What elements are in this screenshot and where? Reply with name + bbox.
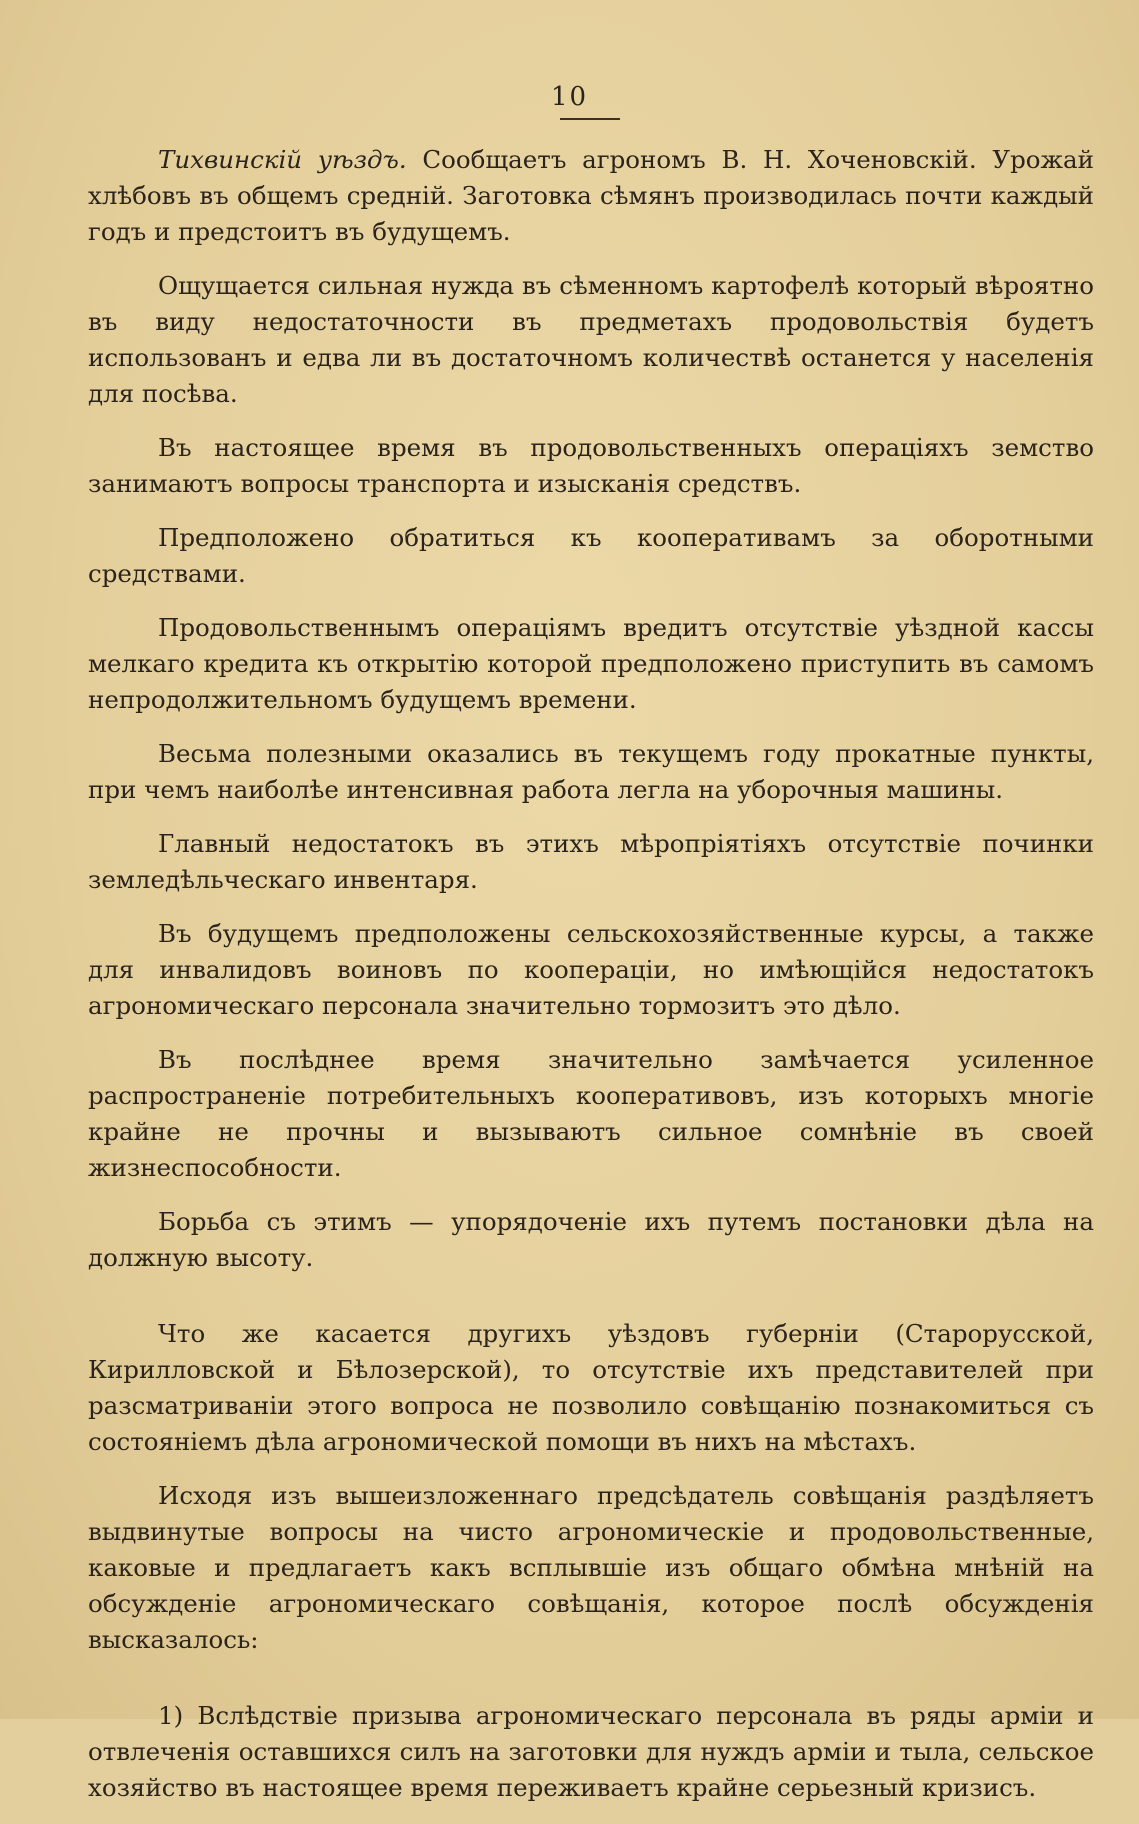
paragraph-tikhvin (88, 142, 1094, 250)
paragraph-cooperatives-funds: Предположено обратиться къ кооперативамъ за оборотными средствами. (88, 523, 1094, 588)
paragraph-transport: Въ настоящее время въ продовольственныхъ операціяхъ земство занимаютъ вопросы транспорта и изысканія средствъ. (88, 433, 1094, 498)
document-body (88, 142, 1094, 1824)
page-number-rule (560, 118, 620, 120)
paragraph-courses: Въ будущемъ предположены сельскохозяйственные курсы, а также для инвалидовъ воиновъ по коопераціи, но имѣющійся недостатокъ агрономическаго персонала значительно тормозитъ это дѣло. (88, 919, 1094, 1020)
paragraph-credit-bank: Продовольственнымъ операціямъ вредитъ отсутствіе уѣздной кассы мелкаго кредита къ открытію которой предположено приступить въ самомъ непродолжительномъ будущемъ времени. (88, 613, 1094, 714)
district-heading: Тихвинскій уѣздъ. (158, 145, 407, 174)
paragraph-point-1: 1) Вслѣдствіе призыва агрономическаго персонала въ ряды арміи и отвлеченія оставшихся силъ на заготовки для нуждъ арміи и тыла, сельское хозяйство въ настоящее время переживаетъ крайне серьезный кризисъ. (88, 1701, 1094, 1802)
paragraph-regulation: Борьба съ этимъ — упорядоченіе ихъ путемъ постановки дѣла на должную высоту. (88, 1207, 1094, 1272)
paragraph-repair-shortage: Главный недостатокъ въ этихъ мѣропріятіяхъ отсутствіе починки земледѣльческаго инвентаря. (88, 829, 1094, 894)
paragraph-rental-points: Весьма полезными оказались въ текущемъ году прокатные пункты, при чемъ наиболѣе интенсивная работа легла на уборочныя машины. (88, 739, 1094, 804)
paragraph-consumer-coops: Въ послѣднее время значительно замѣчается усиленное распространеніе потребительныхъ кооперативовъ, изъ которыхъ многіе крайне не прочны и вызываютъ сильное сомнѣніе въ своей жизнеспособности. (88, 1045, 1094, 1182)
page-number: 10 (550, 82, 589, 112)
paragraph-other-districts: Что же касается другихъ уѣздовъ губерніи (Старорусской, Кирилловской и Бѣлозерской), то отсутствіе ихъ представителей при разсматриваніи этого вопроса не позволило совѣщанію познакомиться съ состояніемъ дѣла агрономической помощи въ нихъ на мѣстахъ. (88, 1319, 1094, 1456)
paragraph-text: Сообщаетъ агрономъ В. Н. Хоченовскій. Урожай хлѣбовъ въ общемъ средній. Заготовка сѣмянъ производилась почти каждый годъ и предстоитъ въ будущемъ. (88, 145, 1094, 246)
paragraph-chairman: Исходя изъ вышеизложеннаго предсѣдатель совѣщанія раздѣляетъ выдвинутые вопросы на чисто агрономическіе и продовольственные, каковые и предлагаетъ какъ всплывшіе изъ общаго обмѣна мнѣній на обсужденіе агрономическаго совѣщанія, которое послѣ обсужденія высказалось: (88, 1481, 1094, 1654)
paragraph-seed-potato: Ощущается сильная нужда въ сѣменномъ картофелѣ который вѣроятно въ виду недостаточности въ предметахъ продовольствія будетъ использованъ и едва ли въ достаточномъ количествѣ останется у населенія для посѣва. (88, 271, 1094, 408)
